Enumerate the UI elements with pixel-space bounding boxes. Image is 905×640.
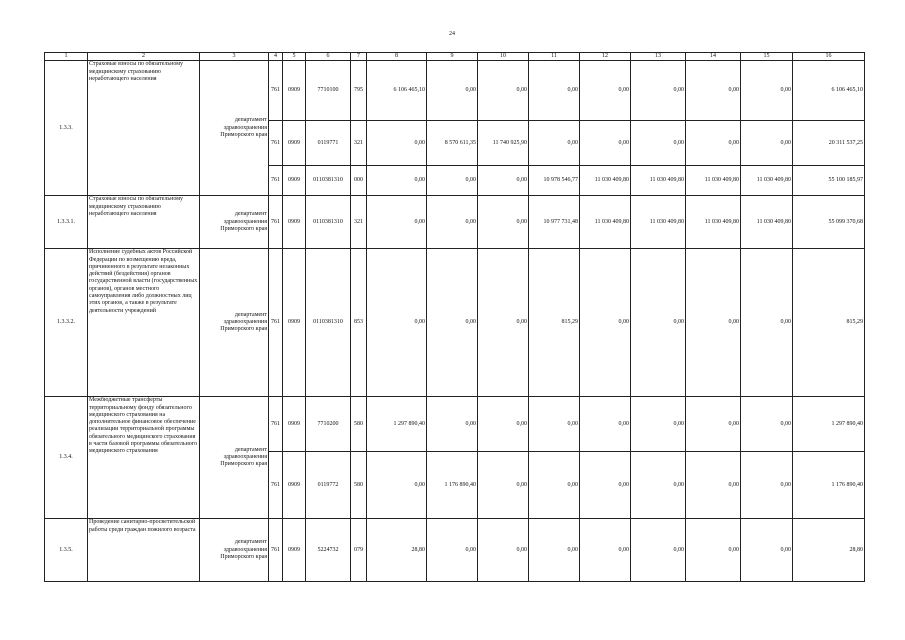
- cell-col-15: 0,00: [741, 249, 793, 397]
- cell-col-11: 0,00: [529, 397, 580, 452]
- table-row: [45, 519, 865, 582]
- cell-col-8: 0,00: [367, 249, 427, 397]
- cell-col-16: 55 100 185,97: [793, 166, 865, 196]
- column-header-8: 8: [367, 53, 427, 61]
- column-header-11: 11: [529, 53, 580, 61]
- cell-col-16: 1 176 890,40: [793, 452, 865, 519]
- cell-col-9: 0,00: [427, 166, 478, 196]
- column-header-7: 7: [351, 53, 367, 61]
- column-header-4: 4: [269, 53, 283, 61]
- cell-col-7: 079: [351, 519, 367, 582]
- table-row: [45, 61, 865, 121]
- cell-col-10: 0,00: [478, 519, 529, 582]
- cell-col-4: 761: [269, 196, 283, 249]
- column-header-16: 16: [793, 53, 865, 61]
- item-description: Межбюджетные трансферты территориальному фонду обязательного медицинского страхования на дополнительное финансовое обеспечение реализации территориальной программы обязательного медицинского страхования в части базовой программы обязательного медицинского страхования: [88, 397, 200, 519]
- cell-col-13: 0,00: [631, 452, 686, 519]
- cell-col-13: 11 030 409,80: [631, 166, 686, 196]
- cell-col-11: 0,00: [529, 452, 580, 519]
- cell-col-10: 0,00: [478, 249, 529, 397]
- cell-col-4: 761: [269, 397, 283, 452]
- cell-col-7: 000: [351, 166, 367, 196]
- column-header-13: 13: [631, 53, 686, 61]
- item-code: 1.3.5.: [45, 519, 88, 582]
- cell-col-12: 0,00: [580, 121, 631, 166]
- cell-col-11: 0,00: [529, 61, 580, 121]
- cell-col-10: 0,00: [478, 397, 529, 452]
- cell-col-12: 0,00: [580, 397, 631, 452]
- cell-col-14: 11 030 409,80: [686, 196, 741, 249]
- cell-col-15: 0,00: [741, 519, 793, 582]
- cell-col-9: 0,00: [427, 249, 478, 397]
- cell-col-8: 6 106 465,10: [367, 61, 427, 121]
- cell-col-9: 0,00: [427, 196, 478, 249]
- responsible-department: департамент здравоохранения Приморского края: [200, 519, 269, 582]
- cell-col-8: 0,00: [367, 166, 427, 196]
- cell-col-14: 0,00: [686, 61, 741, 121]
- budget-table: [44, 52, 865, 582]
- cell-col-15: 0,00: [741, 121, 793, 166]
- cell-col-16: 1 297 890,40: [793, 397, 865, 452]
- cell-col-7: 321: [351, 121, 367, 166]
- cell-col-9: 1 176 890,40: [427, 452, 478, 519]
- column-header-6: 6: [306, 53, 351, 61]
- cell-col-6: 0110381310: [306, 249, 351, 397]
- cell-col-11: 0,00: [529, 121, 580, 166]
- column-header-10: 10: [478, 53, 529, 61]
- cell-col-7: 853: [351, 249, 367, 397]
- cell-col-14: 0,00: [686, 249, 741, 397]
- responsible-department: департамент здравоохранения Приморского края: [200, 249, 269, 397]
- cell-col-12: 0,00: [580, 249, 631, 397]
- cell-col-15: 0,00: [741, 61, 793, 121]
- cell-col-14: 11 030 409,80: [686, 166, 741, 196]
- cell-col-14: 0,00: [686, 121, 741, 166]
- table-row: [45, 249, 865, 397]
- cell-col-15: 0,00: [741, 397, 793, 452]
- column-header-14: 14: [686, 53, 741, 61]
- cell-col-6: 7710100: [306, 61, 351, 121]
- table-row: [45, 196, 865, 249]
- page-number: 24: [449, 31, 455, 37]
- item-description: Проведение санитарно-просветительской работы среди граждан пожилого возраста: [88, 519, 200, 582]
- cell-col-6: 0119772: [306, 452, 351, 519]
- cell-col-4: 761: [269, 452, 283, 519]
- cell-col-5: 0909: [283, 61, 306, 121]
- cell-col-11: 0,00: [529, 519, 580, 582]
- cell-col-7: 795: [351, 61, 367, 121]
- cell-col-7: 580: [351, 452, 367, 519]
- cell-col-12: 0,00: [580, 519, 631, 582]
- cell-col-5: 0909: [283, 452, 306, 519]
- cell-col-13: 0,00: [631, 121, 686, 166]
- cell-col-16: 6 106 465,10: [793, 61, 865, 121]
- column-header-3: 3: [200, 53, 269, 61]
- cell-col-4: 761: [269, 249, 283, 397]
- item-code: 1.3.3.: [45, 61, 88, 196]
- cell-col-6: 0119771: [306, 121, 351, 166]
- item-description: Страховые взносы по обязательному медицинскому страхованию неработающего населения: [88, 61, 200, 196]
- cell-col-7: 580: [351, 397, 367, 452]
- item-description: Страховые взносы по обязательному медицинскому страхованию неработающего населения: [88, 196, 200, 249]
- cell-col-5: 0909: [283, 196, 306, 249]
- responsible-department: департамент здравоохранения Приморского края: [200, 196, 269, 249]
- cell-col-11: 10 977 731,48: [529, 196, 580, 249]
- cell-col-9: 0,00: [427, 519, 478, 582]
- cell-col-12: 0,00: [580, 452, 631, 519]
- item-code: 1.3.3.2.: [45, 249, 88, 397]
- cell-col-6: 7710200: [306, 397, 351, 452]
- item-description: Исполнение судебных актов Российской Федерации по возмещению вреда, причиненного в результате незаконных действий (бездействия) органов государственной власти (государственных органов), органов местного самоуправления либо должностных лиц этих органов, а также в результате деятельности учреждений: [88, 249, 200, 397]
- cell-col-16: 20 311 537,25: [793, 121, 865, 166]
- cell-col-10: 11 740 925,90: [478, 121, 529, 166]
- cell-col-14: 0,00: [686, 452, 741, 519]
- cell-col-8: 0,00: [367, 121, 427, 166]
- cell-col-12: 11 030 409,80: [580, 166, 631, 196]
- column-header-9: 9: [427, 53, 478, 61]
- cell-col-12: 0,00: [580, 61, 631, 121]
- table-row: [45, 397, 865, 452]
- cell-col-4: 761: [269, 121, 283, 166]
- cell-col-4: 761: [269, 166, 283, 196]
- cell-col-10: 0,00: [478, 196, 529, 249]
- cell-col-15: 11 030 409,80: [741, 196, 793, 249]
- cell-col-16: 815,29: [793, 249, 865, 397]
- cell-col-8: 1 297 890,40: [367, 397, 427, 452]
- cell-col-9: 8 570 611,35: [427, 121, 478, 166]
- responsible-department: департамент здравоохранения Приморского края: [200, 61, 269, 196]
- cell-col-16: 55 099 370,68: [793, 196, 865, 249]
- responsible-department: департамент здравоохранения Приморского края: [200, 397, 269, 519]
- cell-col-13: 0,00: [631, 519, 686, 582]
- cell-col-10: 0,00: [478, 61, 529, 121]
- cell-col-16: 28,80: [793, 519, 865, 582]
- cell-col-15: 0,00: [741, 452, 793, 519]
- cell-col-15: 11 030 409,80: [741, 166, 793, 196]
- cell-col-12: 11 030 409,80: [580, 196, 631, 249]
- column-header-5: 5: [283, 53, 306, 61]
- column-header-15: 15: [741, 53, 793, 61]
- cell-col-9: 0,00: [427, 397, 478, 452]
- cell-col-5: 0909: [283, 166, 306, 196]
- cell-col-14: 0,00: [686, 397, 741, 452]
- cell-col-6: 0110381310: [306, 166, 351, 196]
- column-header-1: 1: [45, 53, 88, 61]
- cell-col-4: 761: [269, 519, 283, 582]
- item-code: 1.3.4.: [45, 397, 88, 519]
- cell-col-6: 5224732: [306, 519, 351, 582]
- cell-col-13: 0,00: [631, 249, 686, 397]
- cell-col-4: 761: [269, 61, 283, 121]
- cell-col-5: 0909: [283, 249, 306, 397]
- cell-col-5: 0909: [283, 519, 306, 582]
- cell-col-13: 11 030 409,80: [631, 196, 686, 249]
- cell-col-8: 0,00: [367, 452, 427, 519]
- cell-col-5: 0909: [283, 121, 306, 166]
- column-header-12: 12: [580, 53, 631, 61]
- header-row: [45, 53, 865, 61]
- cell-col-10: 0,00: [478, 166, 529, 196]
- cell-col-7: 321: [351, 196, 367, 249]
- item-code: 1.3.3.1.: [45, 196, 88, 249]
- cell-col-13: 0,00: [631, 397, 686, 452]
- cell-col-8: 0,00: [367, 196, 427, 249]
- cell-col-13: 0,00: [631, 61, 686, 121]
- cell-col-11: 815,29: [529, 249, 580, 397]
- cell-col-10: 0,00: [478, 452, 529, 519]
- column-header-2: 2: [88, 53, 200, 61]
- cell-col-5: 0909: [283, 397, 306, 452]
- cell-col-6: 0110381310: [306, 196, 351, 249]
- cell-col-9: 0,00: [427, 61, 478, 121]
- cell-col-8: 28,80: [367, 519, 427, 582]
- cell-col-11: 10 978 546,77: [529, 166, 580, 196]
- cell-col-14: 0,00: [686, 519, 741, 582]
